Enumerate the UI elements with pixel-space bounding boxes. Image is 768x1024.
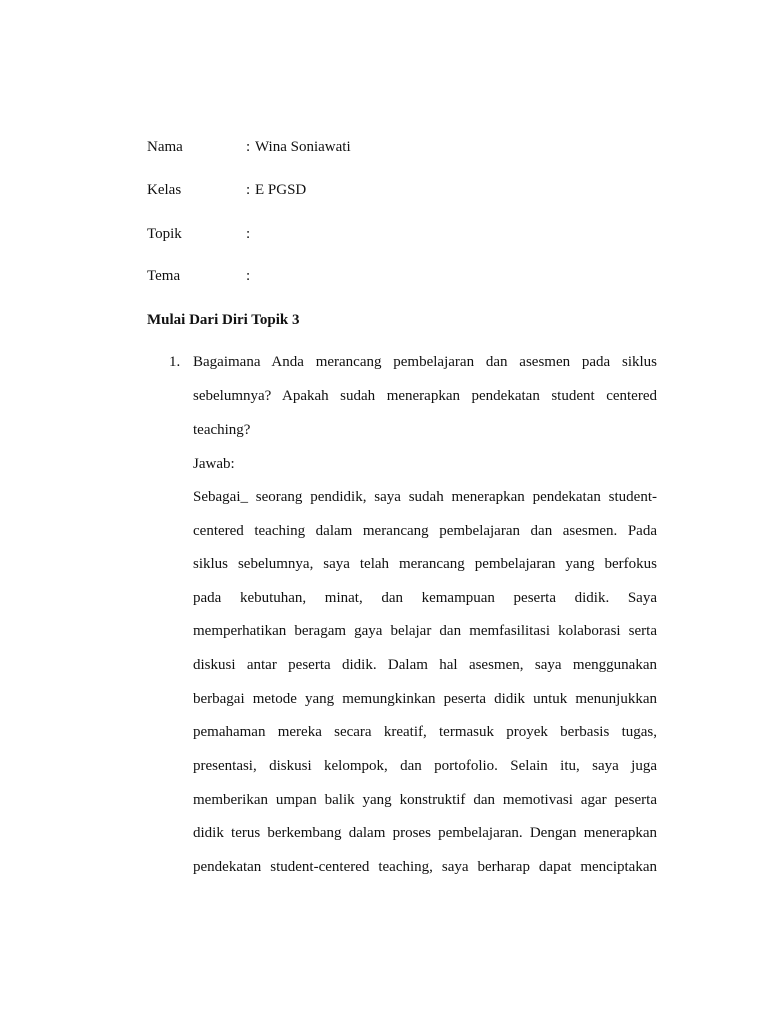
- question-number: 1.: [169, 354, 181, 370]
- field-value-kelas: E PGSD: [255, 182, 307, 198]
- question-line: sebelumnya? Apakah sudah menerapkan pendekatan student centered: [193, 388, 657, 404]
- field-label-tema: Tema: [147, 268, 181, 284]
- field-separator: :: [246, 139, 251, 155]
- field-separator: :: [246, 226, 251, 242]
- question-line: Bagaimana Anda merancang pembelajaran dan asesmen pada siklus: [193, 354, 657, 370]
- field-label-topik: Topik: [147, 226, 182, 242]
- answer-label: Jawab:: [193, 456, 235, 472]
- answer-line: memperhatikan beragam gaya belajar dan memfasilitasi kolaborasi serta: [193, 623, 657, 639]
- answer-line: pada kebutuhan, minat, dan kemampuan peserta didik. Saya: [193, 590, 657, 606]
- answer-line: didik terus berkembang dalam proses pembelajaran. Dengan menerapkan: [193, 825, 657, 841]
- section-heading: Mulai Dari Diri Topik 3: [147, 312, 300, 328]
- field-separator: :: [246, 182, 251, 198]
- answer-line: presentasi, diskusi kelompok, dan portofolio. Selain itu, saya juga: [193, 758, 657, 774]
- field-separator: :: [246, 268, 251, 284]
- field-label-nama: Nama: [147, 139, 183, 155]
- answer-line: centered teaching dalam merancang pembelajaran dan asesmen. Pada: [193, 523, 657, 539]
- question-line: teaching?: [193, 422, 251, 438]
- answer-line: Sebagai_ seorang pendidik, saya sudah menerapkan pendekatan student-: [193, 489, 657, 505]
- answer-line: memberikan umpan balik yang konstruktif dan memotivasi agar peserta: [193, 792, 657, 808]
- answer-line: pendekatan student-centered teaching, saya berharap dapat menciptakan: [193, 859, 657, 875]
- answer-line: berbagai metode yang memungkinkan peserta didik untuk menunjukkan: [193, 691, 657, 707]
- answer-line: diskusi antar peserta didik. Dalam hal asesmen, saya menggunakan: [193, 657, 657, 673]
- answer-line: pemahaman mereka secara kreatif, termasuk proyek berbasis tugas,: [193, 724, 657, 740]
- answer-line: siklus sebelumnya, saya telah merancang pembelajaran yang berfokus: [193, 556, 657, 572]
- field-label-kelas: Kelas: [147, 182, 182, 198]
- field-value-nama: Wina Soniawati: [255, 139, 351, 155]
